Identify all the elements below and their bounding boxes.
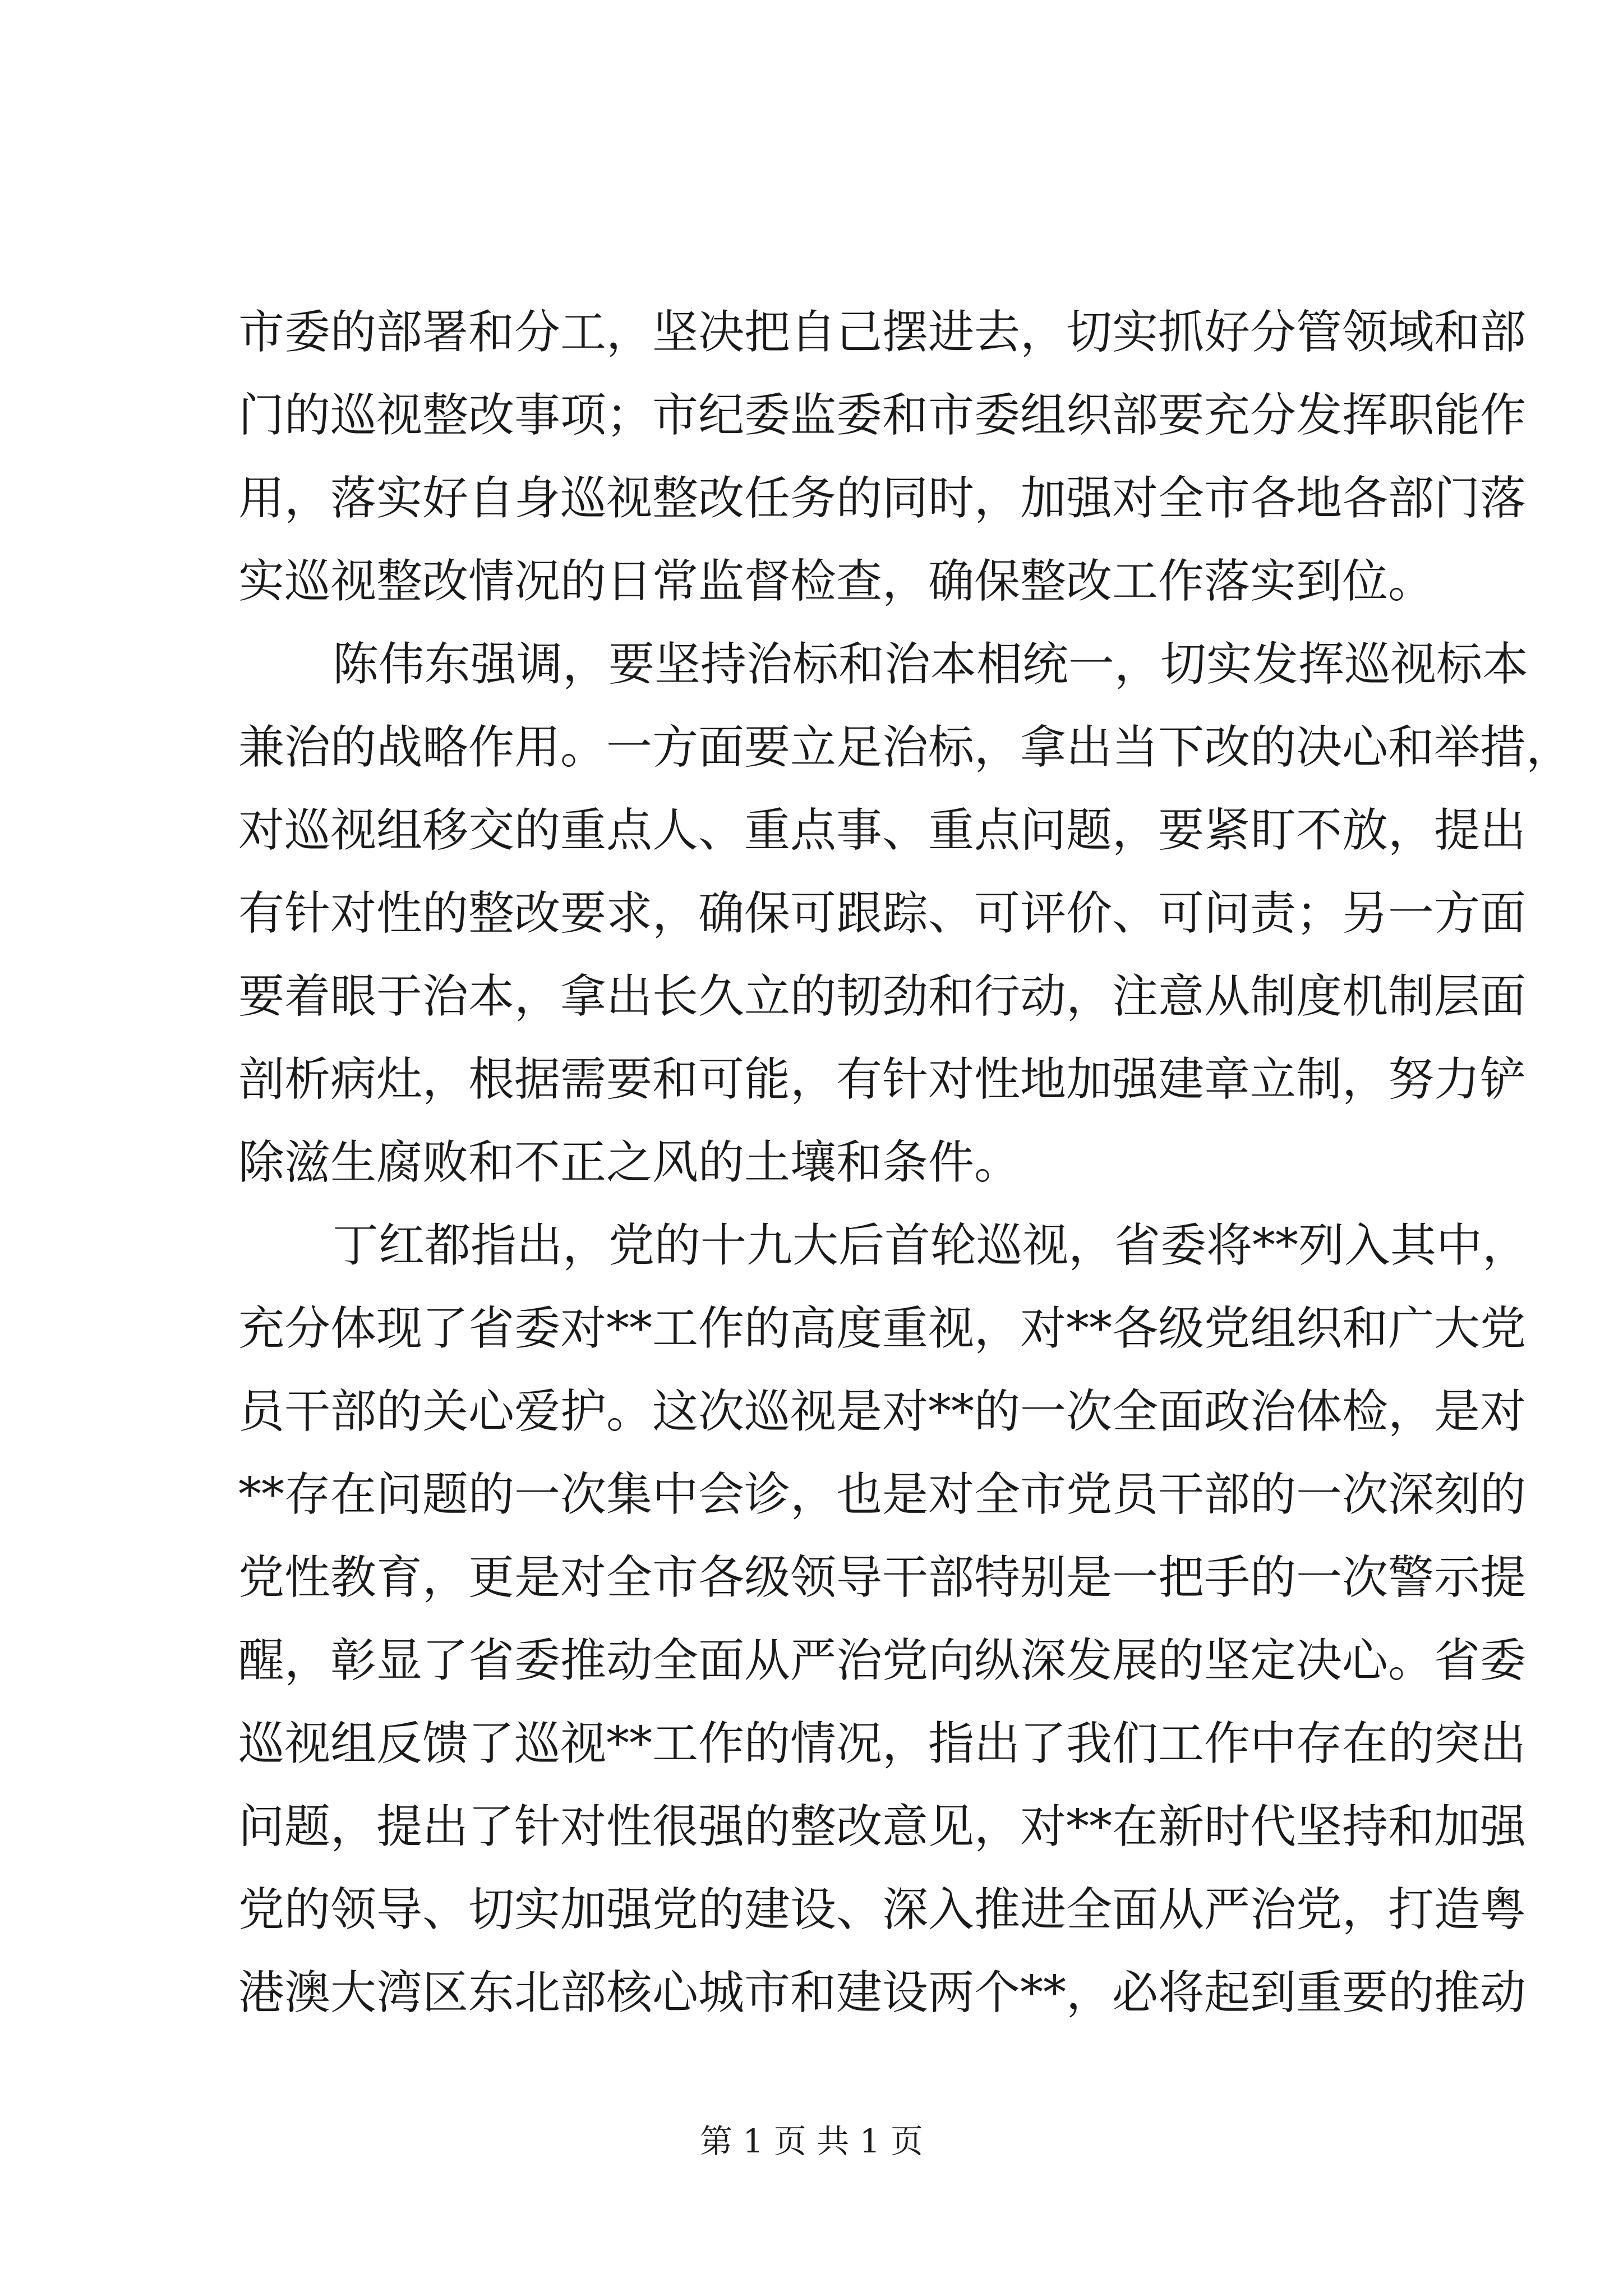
text-line: 剖析病灶，根据需要和可能，有针对性地加强建章立制，努力铲: [238, 1053, 1527, 1106]
text-line: 员干部的关心爱护。这次巡视是对**的一次全面政治体检，是对: [238, 1385, 1527, 1438]
text-line: 门的巡视整改事项；市纪委监委和市委组织部要充分发挥职能作: [238, 389, 1527, 442]
paragraph-first-line: 陈伟东强调，要坚持治标和治本相统一，切实发挥巡视标本: [333, 638, 1529, 691]
paragraph-first-line: 丁红都指出，党的十九大后首轮巡视，省委将**列入其中，: [333, 1219, 1529, 1272]
text-line: **存在问题的一次集中会诊，也是对全市党员干部的一次深刻的: [238, 1468, 1527, 1521]
text-line: 港澳大湾区东北部核心城市和建设两个**，必将起到重要的推动: [238, 1966, 1527, 2019]
text-line: 党性教育，更是对全市各级领导干部特别是一把手的一次警示提: [238, 1551, 1527, 1604]
text-line: 巡视组反馈了巡视**工作的情况，指出了我们工作中存在的突出: [238, 1717, 1527, 1770]
text-line: 党的领导、切实加强党的建设、深入推进全面从严治党，打造粤: [238, 1883, 1527, 1936]
page-number-footer: 第 1 页 共 1 页: [700, 2122, 923, 2160]
text-line: 用，落实好自身巡视整改任务的同时，加强对全市各地各部门落: [238, 472, 1527, 525]
text-line: 实巡视整改情况的日常监督检查，确保整改工作落实到位。: [238, 555, 1435, 608]
text-line: 要着眼于治本，拿出长久立的韧劲和行动，注意从制度机制层面: [238, 970, 1527, 1023]
text-line: 有针对性的整改要求，确保可跟踪、可评价、可问责；另一方面: [238, 887, 1527, 940]
text-line: 除滋生腐败和不正之风的土壤和条件。: [238, 1136, 1021, 1189]
text-line: 兼治的战略作用。一方面要立足治标，拿出当下改的决心和举措，: [238, 721, 1573, 774]
text-line: 市委的部署和分工，坚决把自己摆进去，切实抓好分管领域和部: [238, 306, 1527, 359]
text-line: 充分体现了省委对**工作的高度重视，对**各级党组织和广大党: [238, 1302, 1527, 1355]
text-line: 醒，彰显了省委推动全面从严治党向纵深发展的坚定决心。省委: [238, 1634, 1527, 1687]
document-body: [238, 291, 1573, 2035]
text-line: 对巡视组移交的重点人、重点事、重点问题，要紧盯不放，提出: [238, 804, 1527, 857]
text-line: 问题，提出了针对性很强的整改意见，对**在新时代坚持和加强: [238, 1800, 1527, 1853]
